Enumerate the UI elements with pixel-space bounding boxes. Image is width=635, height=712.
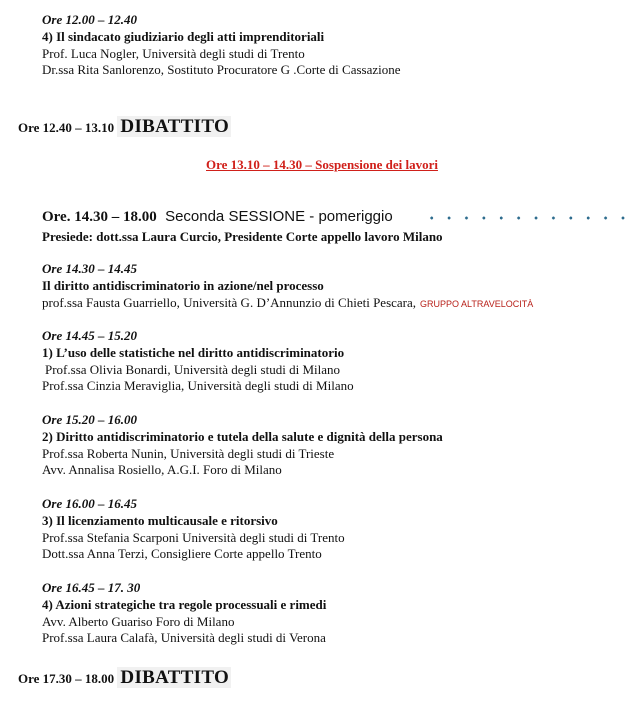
talk-time: Ore 16.00 – 16.45 <box>42 496 137 511</box>
talk-title: Il diritto antidiscriminatorio in azione/nel processo <box>42 277 324 293</box>
debate-label: DIBATTITO <box>117 667 231 688</box>
speaker-line: Prof.ssa Laura Calafà, Università degli studi di Verona <box>42 630 326 646</box>
talk-2 <box>42 412 443 479</box>
pause-notice: Ore 13.10 – 14.30 – Sospensione dei lavori <box>206 157 438 172</box>
talk-3 <box>42 496 345 563</box>
speaker-line: Prof.ssa Stefania Scarponi Università degli studi di Trento <box>42 529 345 545</box>
session-chair: Presiede: dott.ssa Laura Curcio, Presidente Corte appello lavoro Milano <box>42 229 443 244</box>
speaker-line: Prof. Luca Nogler, Università degli studi di Trento <box>42 45 305 61</box>
speaker-line: Prof.ssa Cinzia Meraviglia, Università degli studi di Milano <box>42 378 354 394</box>
talk-title: 3) Il licenziamento multicausale e ritorsivo <box>42 512 278 528</box>
session-label: Seconda SESSIONE - pomeriggio <box>165 208 393 225</box>
talk-4 <box>42 580 326 647</box>
talk-time: Ore 14.30 – 14.45 <box>42 261 137 276</box>
speaker-name: prof.ssa Fausta Guarriello, Università G. D’Annunzio di Chieti Pescara, <box>42 294 417 310</box>
debate-label: DIBATTITO <box>117 116 231 137</box>
speaker-line: Avv. Alberto Guariso Foro di Milano <box>42 613 235 629</box>
group-tag: GRUPPO ALTRAVELOCITÀ <box>420 298 534 309</box>
debate-time: Ore 12.40 – 13.10 <box>18 120 115 135</box>
talk-time: Ore 12.00 – 12.40 <box>42 12 137 27</box>
talk-1 <box>42 328 354 395</box>
talk-time: Ore 15.20 – 16.00 <box>42 412 137 427</box>
talk-title: 1) L’uso delle statistiche nel diritto antidiscriminatorio <box>42 344 345 360</box>
debate-row <box>18 116 231 138</box>
talk-title: 2) Diritto antidiscriminatorio e tutela della salute e dignità della persona <box>42 428 443 444</box>
talk-intro <box>42 261 533 312</box>
speaker-line: Prof.ssa Olivia Bonardi, Università degli studi di Milano <box>45 361 340 377</box>
session-time: Ore. 14.30 – 18.00 <box>42 209 157 225</box>
speaker-line <box>42 295 533 313</box>
talk-title: 4) Azioni strategiche tra regole processuali e rimedi <box>42 596 327 612</box>
talk-time: Ore 16.45 – 17. 30 <box>42 580 141 595</box>
speaker-line: Dr.ssa Rita Sanlorenzo, Sostituto Procuratore G .Corte di Cassazione <box>42 62 401 78</box>
speaker-line: Avv. Annalisa Rosiello, A.G.I. Foro di Milano <box>42 462 282 478</box>
debate-row <box>18 667 231 689</box>
talk-sindacato <box>42 12 401 79</box>
dotted-leader <box>423 216 635 220</box>
talk-time: Ore 14.45 – 15.20 <box>42 328 137 343</box>
talk-title: 4) Il sindacato giudiziario degli atti imprenditoriali <box>42 28 325 44</box>
session-heading <box>42 208 393 226</box>
speaker-line: Dott.ssa Anna Terzi, Consigliere Corte appello Trento <box>42 546 322 562</box>
debate-time: Ore 17.30 – 18.00 <box>18 671 115 686</box>
speaker-line: Prof.ssa Roberta Nunin, Università degli studi di Trieste <box>42 445 335 461</box>
